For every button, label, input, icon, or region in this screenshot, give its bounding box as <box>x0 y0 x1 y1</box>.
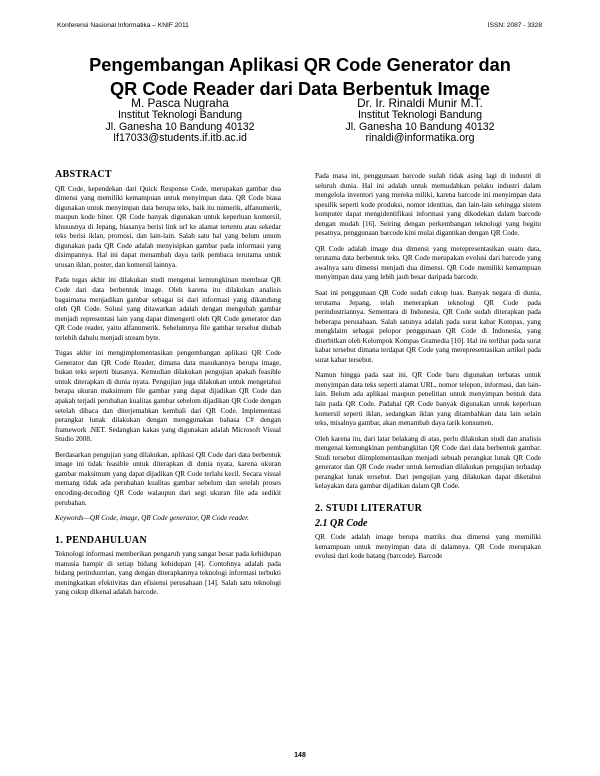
right-column <box>315 172 541 568</box>
author-email: If17033@students.if.itb.ac.id <box>113 132 247 145</box>
author-name: Dr. Ir. Rinaldi Munir M.T. <box>357 96 483 110</box>
paper-title-line-1: Pengembangan Aplikasi QR Code Generator dan <box>89 55 511 75</box>
keywords: Keywords—QR Code, image, QR Code generator, QR Code reader. <box>55 514 249 523</box>
section-1-paragraph-4: Saat ini penggunaan QR Code sudah cukup luas. Banyak negara di dunia, terutama Jepang, telah menerapkan teknologi QR Code pada perindustriannya. Sementara di Indonesia, QR Code sudah diterapkan pada beberapa perusahaan. Salah satunya adalah pada surat kabar Kompas, yang mengklaim sebagai pelopor penggunaan QR Code di Indonesia, yang diterbitkan oleh Kelompok Kompas Gramedia [10]. Hal ini terlihat pada surat kabar tersebut dimana terdapat QR Code yang merepresentasikan artikel pada surat kabar tersebut. <box>315 289 541 364</box>
author-block-1 <box>60 98 300 145</box>
running-header-left: Konferensi Nasional Informatika – KNIF 2011 <box>57 22 189 29</box>
abstract-paragraph-3: Tugas akhir ini mengimplementasikan pengembangan aplikasi QR Code Generator dan QR Code Reader, dimana data masukannya berupa image, bukan teks seperti biasanya. Kemudian dilakukan pengujian apakah feasible untuk diterapkan di dunia nyata. Pengujian juga dilakukan untuk mengetahui berapa ukuran maksimum file gambar yang dapat dijadikan QR Code dan apakah terjadi perubahan kualitas gambar sebelum dijadikan QR Code dengan setelah dibaca dan diterjemahkan kembali dari QR Code. Implementasi perangkat lunak dilakukan dengan menggunakan bahasa C# dengan framework .NET. Sedangkan kakas yang digunakan adalah Microsoft Visual Studio 2008. <box>55 349 281 444</box>
author-address: Jl. Ganesha 10 Bandung 40132 <box>105 120 255 133</box>
section-1-paragraph-1: Teknologi informasi memberikan pengaruh yang sangat besar pada kehidupan manusia hampir di setiap bidang kehidupan [4]. Contohnya adalah pada bidang perindustrian, yang dengan diterapkannya teknologi informasi terbukti meningkatkan efektivitas dan efisiensi perusahaan [14]. Salah satu teknologi yang cukup dikenal adalah barcode. <box>55 550 281 597</box>
section-1-paragraph-3: QR Code adalah image dua dimensi yang merepresentasikan suatu data, terutama data berbentuk teks. QR Code merupakan evolusi dari barcode yang awalnya satu dimensi menjadi dua dimensi. QR Code memiliki kemampuan menyimpan data yang lebih jauh besar daripada barcode. <box>315 244 541 282</box>
page-number: 148 <box>294 752 306 759</box>
author-address: Jl. Ganesha 10 Bandung 40132 <box>345 120 495 133</box>
section-2-heading: 2. STUDI LITERATUR <box>315 502 423 514</box>
section-2-paragraph-1: QR Code adalah image berupa matriks dua dimensi yang memiliki kemampuan untuk menyimpan data di dalamnya. QR Code merupakan evolusi dari kode batang (barcode). Barcode <box>315 533 541 561</box>
section-1-paragraph-2: Pada masa ini, penggunaan barcode sudah tidak asing lagi di industri di seluruh dunia. Hal ini adalah untuk memudahkan pelaku industri dalam mengelola inventori yang mereka miliki, karena barcode ini menyimpan data spesifik seperti kode produksi, nomor identitas, dan lain-lain sehingga sistem komputer dapat mengidentifikasi informasi yang dikodekan dalam barcode dengan mudah [16]. Seiring dengan perkembangan teknologi yang begitu pesatnya, penggunaan barcode kini mulai digantikan dengan QR Code. <box>315 172 541 238</box>
author-name: M. Pasca Nugraha <box>131 96 229 110</box>
running-header-right: ISSN: 2087 - 3328 <box>487 22 542 29</box>
subsection-2-1-heading: 2.1 QR Code <box>315 517 368 529</box>
author-email: rinaldi@informatika.org <box>365 132 475 145</box>
section-1-heading: 1. PENDAHULUAN <box>55 534 147 546</box>
abstract-paragraph-1: QR Code, kependekan dari Quick Response Code, merupakan gambar dua dimensi yang memiliki kemampuan untuk menyimpan data. QR Code biasa digunakan untuk menyimpan data berupa teks, baik itu numerik, alfanumerik, maupun kode biner. QR Code banyak digunakan untuk keperluan komersil, khususnya di Jepang, biasanya berisi link url ke alamat tertentu atau sekedar teks berisi iklan, promosi, dan lain-lain. Salah satu hal yang belum umum digunakan pada QR Code adalah menyisipkan gambar pada informasi yang disimpannya. Hal ini dapat menambah daya tarik pembaca terutama untuk urusan iklan, poster, dan komersil lainnya. <box>55 184 281 269</box>
abstract-heading: ABSTRACT <box>55 169 112 180</box>
paper-title-line-2: QR Code Reader dari Data Berbentuk Image <box>109 79 491 99</box>
abstract-paragraph-2: Pada tugas akhir ini dilakukan studi mengenai kemungkinan membuat QR Code dari data berbentuk image. Oleh karena itu dilakukan analisis bagaimana menjadikan gambar sebagai isi dari informasi yang dikandung oleh QR Code. Solusi yang ditawarkan adalah dengan mengubah gambar menjadi representasi lain yang dapat dimengerti oleh QR Code generator dan QR Code reader, yaitu alfanumerik. Sebelumnya file gambar tersebut diubah terlebih dahulu menjadi stream byte. <box>55 276 281 342</box>
author-affiliation: Institut Teknologi Bandung <box>117 108 243 121</box>
author-affiliation: Institut Teknologi Bandung <box>357 108 483 121</box>
author-block-2 <box>300 98 540 145</box>
abstract-paragraph-4: Berdasarkan pengujian yang dilakukan, aplikasi QR Code dari data berbentuk image ini tidak feasible untuk diterapkan di dunia nyata, karena ukuran gambar maksimum yang dapat dijadikan QR Code terlalu kecil. Secara visual memang tidak ada perubahan kualitas gambar sebelum dan setelah proses encoding-decoding QR Code walaupun dari segi ukuran file ada sedikit perubahan. <box>55 450 281 507</box>
section-1-paragraph-5: Namun hingga pada saat ini, QR Code baru digunakan terbatas untuk menyimpan data teks seperti alamat URL, nomor telepon, informasi, dan lain-lain. Belum ada aplikasi maupun penelitian untuk menyimpan bentuk data lain pada QR Code. Padahal QR Code banyak digunakan untuk keperluan komersil seperti iklan, sedangkan iklan yang ditambahkan data lain selain teks, misalnya gambar, akan menambah daya tarik konsumen. <box>315 371 541 428</box>
section-1-paragraph-6: Oleh karena itu, dari latar belakang di atas, perlu dilakukan studi dan analisis mengenai kemungkinan pembangkitan QR Code dari data berbentuk gambar. Studi tersebut diimplementasikan menjadi sebuah perangkat lunak QR Code generator dan QR Code reader untuk kemudian dilakukan pengujian terhadap perangkat lunak tersebut. Dari pengujian yang dilakukan dapat diketahui kelayakan data gambar dijadikan dalam QR Code. <box>315 434 541 491</box>
left-column <box>55 170 281 604</box>
